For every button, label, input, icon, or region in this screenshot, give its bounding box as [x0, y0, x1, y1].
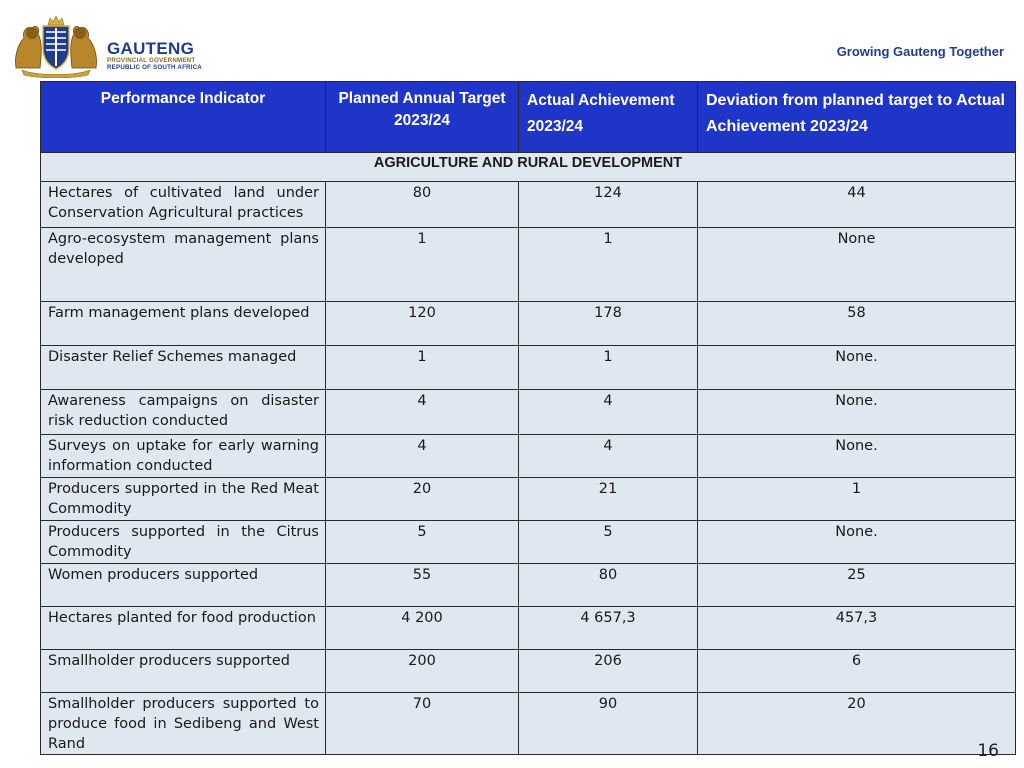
indicator-cell: Smallholder producers supported to produce food in Sedibeng and West Rand [41, 693, 326, 755]
table-row [41, 478, 1016, 521]
indicator-cell: Disaster Relief Schemes managed [41, 346, 326, 390]
brand-subtitle: PROVINCIAL GOVERNMENT [107, 57, 196, 64]
actual-cell: 80 [519, 564, 698, 607]
indicator-cell: Awareness campaigns on disaster risk reduction conducted [41, 390, 326, 435]
table-row [41, 346, 1016, 390]
deviation-cell: 1 [698, 478, 1016, 521]
table-row [41, 182, 1016, 228]
table-row [41, 435, 1016, 478]
actual-cell: 1 [519, 346, 698, 390]
actual-cell: 4 [519, 435, 698, 478]
table-row [41, 390, 1016, 435]
actual-cell: 1 [519, 228, 698, 302]
target-cell: 200 [326, 650, 519, 693]
target-cell: 4 [326, 390, 519, 435]
target-cell: 5 [326, 521, 519, 564]
indicator-cell: Farm management plans developed [41, 302, 326, 346]
indicator-cell: Women producers supported [41, 564, 326, 607]
table-row [41, 693, 1016, 755]
target-cell: 4 200 [326, 607, 519, 650]
deviation-cell: None [698, 228, 1016, 302]
target-cell: 1 [326, 346, 519, 390]
deviation-cell: 457,3 [698, 607, 1016, 650]
target-cell: 55 [326, 564, 519, 607]
deviation-cell: None. [698, 346, 1016, 390]
actual-cell: 4 657,3 [519, 607, 698, 650]
indicator-cell: Hectares planted for food production [41, 607, 326, 650]
actual-cell: 178 [519, 302, 698, 346]
actual-cell: 4 [519, 390, 698, 435]
table-row [41, 228, 1016, 302]
gauteng-coat-of-arms-icon [10, 12, 102, 78]
section-row [41, 153, 1016, 182]
column-header-indicator: Performance Indicator [41, 82, 326, 153]
table-row [41, 607, 1016, 650]
target-cell: 80 [326, 182, 519, 228]
table-row [41, 521, 1016, 564]
deviation-cell: 25 [698, 564, 1016, 607]
target-cell: 120 [326, 302, 519, 346]
deviation-cell: 20 [698, 693, 1016, 755]
page-number: 16 [977, 741, 999, 761]
target-cell: 20 [326, 478, 519, 521]
brand-wordmark [107, 40, 202, 71]
indicator-cell: Smallholder producers supported [41, 650, 326, 693]
actual-cell: 206 [519, 650, 698, 693]
indicator-cell: Agro-ecosystem management plans developed [41, 228, 326, 302]
table-row [41, 564, 1016, 607]
slide-header [0, 0, 1024, 82]
deviation-cell: 44 [698, 182, 1016, 228]
deviation-cell: 58 [698, 302, 1016, 346]
deviation-cell: None. [698, 435, 1016, 478]
deviation-cell: None. [698, 390, 1016, 435]
slogan: Growing Gauteng Together [836, 44, 1004, 59]
brand-name: GAUTENG [107, 39, 195, 58]
table-row [41, 302, 1016, 346]
column-header-deviation: Deviation from planned target to Actual Achievement 2023/24 [698, 82, 1016, 153]
brand-country: REPUBLIC OF SOUTH AFRICA [107, 64, 202, 71]
actual-cell: 21 [519, 478, 698, 521]
deviation-cell: 6 [698, 650, 1016, 693]
performance-indicator-table [40, 81, 1016, 755]
indicator-cell: Hectares of cultivated land under Conservation Agricultural practices [41, 182, 326, 228]
table-row [41, 650, 1016, 693]
table-header-row [41, 82, 1016, 153]
target-cell: 4 [326, 435, 519, 478]
deviation-cell: None. [698, 521, 1016, 564]
target-cell: 70 [326, 693, 519, 755]
actual-cell: 90 [519, 693, 698, 755]
indicator-cell: Producers supported in the Citrus Commodity [41, 521, 326, 564]
actual-cell: 5 [519, 521, 698, 564]
target-cell: 1 [326, 228, 519, 302]
column-header-actual: Actual Achievement 2023/24 [519, 82, 698, 153]
actual-cell: 124 [519, 182, 698, 228]
column-header-target: Planned Annual Target 2023/24 [326, 82, 519, 153]
section-title: AGRICULTURE AND RURAL DEVELOPMENT [41, 153, 1016, 182]
indicator-cell: Producers supported in the Red Meat Commodity [41, 478, 326, 521]
indicator-cell: Surveys on uptake for early warning information conducted [41, 435, 326, 478]
